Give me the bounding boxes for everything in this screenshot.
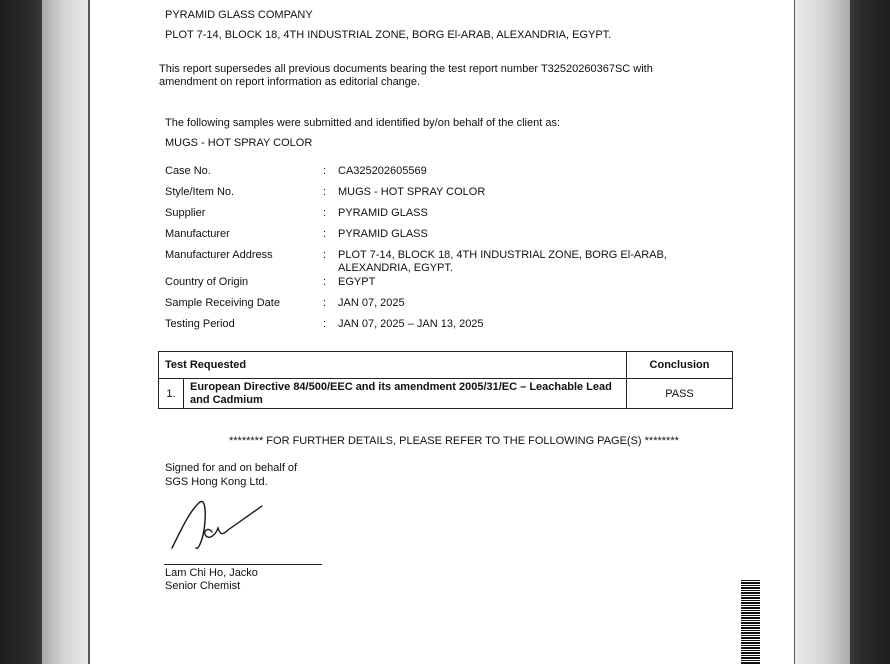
further-details-note: ******** FOR FURTHER DETAILS, PLEASE REFER TO THE FOLLOWING PAGE(S) ******** — [229, 435, 679, 447]
detail-label-style: Style/Item No. — [165, 186, 235, 198]
tests-table — [158, 351, 733, 409]
detail-value-receiving-date: JAN 07, 2025 — [338, 297, 405, 309]
test-number: 1. — [159, 379, 184, 409]
header-conclusion: Conclusion — [627, 352, 733, 379]
detail-separator: : — [323, 186, 327, 198]
signature-image — [160, 492, 270, 560]
detail-separator: : — [323, 276, 327, 288]
detail-separator: : — [323, 249, 327, 261]
client-address: PLOT 7-14, BLOCK 18, 4TH INDUSTRIAL ZONE, BORG El-ARAB, ALEXANDRIA, EGYPT. — [165, 29, 612, 41]
frame-mat-left — [42, 0, 90, 664]
submission-intro: The following samples were submitted and identified by/on behalf of the client as: — [165, 117, 561, 129]
detail-separator: : — [323, 207, 327, 219]
detail-label-receiving-date: Sample Receiving Date — [165, 297, 280, 309]
sample-name: MUGS - HOT SPRAY COLOR — [165, 137, 313, 149]
signer-name: Lam Chi Ho, Jacko — [165, 567, 258, 579]
detail-separator: : — [323, 165, 327, 177]
detail-value-style: MUGS - HOT SPRAY COLOR — [338, 186, 486, 198]
supersede-note-line2: amendment on report information as editorial change. — [159, 76, 421, 88]
picture-frame-left — [0, 0, 42, 664]
signed-on-behalf-line1: Signed for and on behalf of — [165, 462, 298, 474]
detail-label-country-of-origin: Country of Origin — [165, 276, 249, 288]
tests-table-header — [159, 352, 733, 379]
detail-label-supplier: Supplier — [165, 207, 206, 219]
detail-label-case-no: Case No. — [165, 165, 211, 177]
supersede-note-line1: This report supersedes all previous documents bearing the test report number T32520260367SC with — [159, 63, 653, 75]
detail-value-country-of-origin: EGYPT — [338, 276, 376, 288]
detail-label-manufacturer-address: Manufacturer Address — [165, 249, 273, 261]
detail-separator: : — [323, 228, 327, 240]
test-conclusion: PASS — [627, 379, 733, 409]
table-row — [159, 379, 733, 409]
test-description: European Directive 84/500/EEC and its amendment 2005/31/EC – Leachable Lead and Cadmium — [184, 379, 627, 409]
picture-frame-right — [850, 0, 890, 664]
frame-mat-right — [795, 0, 850, 664]
detail-separator: : — [323, 318, 327, 330]
detail-value-manufacturer-address: PLOT 7-14, BLOCK 18, 4TH INDUSTRIAL ZONE, BORG El-ARAB, ALEXANDRIA, EGYPT. — [338, 249, 667, 274]
detail-value-case-no: CA325202605569 — [338, 165, 427, 177]
signature-line — [164, 564, 322, 565]
barcode-icon — [741, 580, 760, 664]
detail-value-supplier: PYRAMID GLASS — [338, 207, 428, 219]
detail-value-manufacturer: PYRAMID GLASS — [338, 228, 428, 240]
client-name: PYRAMID GLASS COMPANY — [165, 9, 313, 21]
detail-label-manufacturer: Manufacturer — [165, 228, 230, 240]
header-test-requested: Test Requested — [159, 352, 627, 379]
detail-separator: : — [323, 297, 327, 309]
signed-on-behalf-line2: SGS Hong Kong Ltd. — [165, 476, 268, 488]
detail-label-testing-period: Testing Period — [165, 318, 235, 330]
signer-title: Senior Chemist — [165, 580, 241, 592]
detail-value-testing-period: JAN 07, 2025 – JAN 13, 2025 — [338, 318, 484, 330]
